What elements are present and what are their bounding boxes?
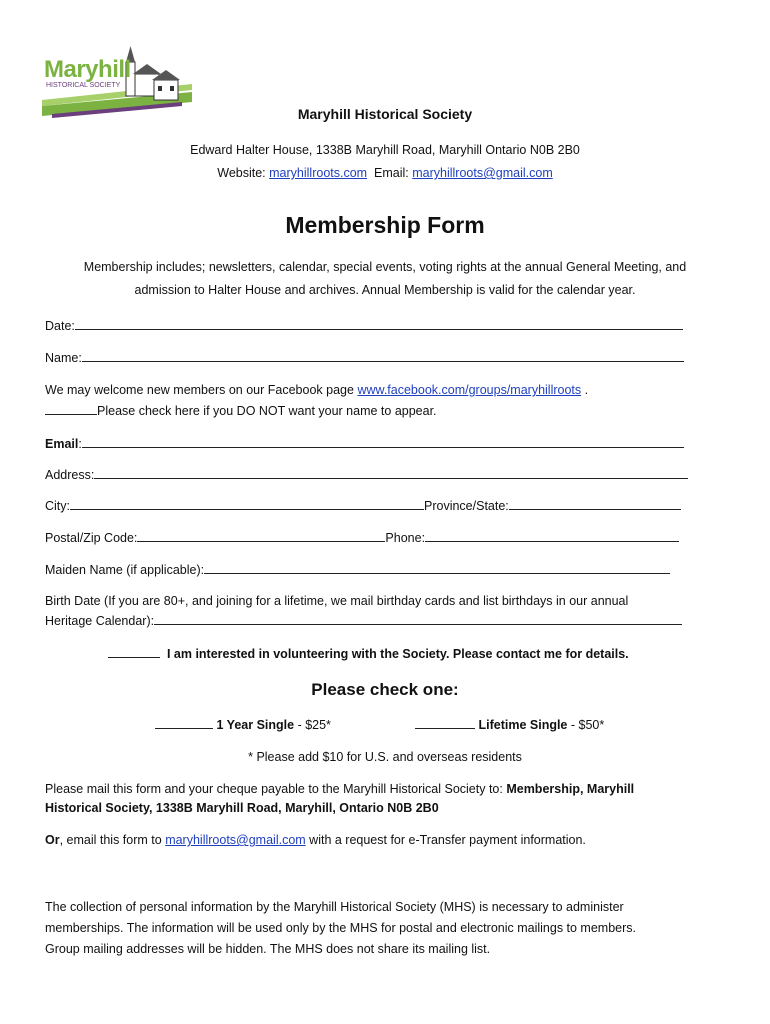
privacy-line-2: memberships. The information will be used only by the MHS for postal and electronic mailings to members. bbox=[45, 921, 637, 935]
privacy-line-3: Group mailing addresses will be hidden. The MHS does not share its mailing list. bbox=[45, 942, 491, 956]
name-label: Name: bbox=[45, 351, 82, 365]
option-one-year[interactable] bbox=[155, 717, 331, 732]
one-year-price: - $25* bbox=[294, 718, 331, 732]
email-field[interactable] bbox=[45, 436, 684, 451]
maiden-input-line[interactable] bbox=[204, 562, 670, 574]
website-link[interactable]: maryhillroots.com bbox=[269, 166, 368, 180]
volunteer-checkbox-line[interactable] bbox=[108, 646, 160, 658]
mail-address-1: Membership, Maryhill bbox=[506, 782, 635, 796]
facebook-text: We may welcome new members on our Facebook page bbox=[45, 383, 354, 397]
lifetime-label: Lifetime Single bbox=[478, 718, 568, 732]
volunteer-row[interactable] bbox=[108, 646, 629, 661]
maiden-label: Maiden Name (if applicable): bbox=[45, 563, 205, 577]
volunteer-label: I am interested in volunteering with the Society. Please contact me for details. bbox=[166, 647, 629, 661]
intro-line-2: admission to Halter House and archives. Annual Membership is valid for the calendar year. bbox=[134, 283, 636, 297]
email-input-line[interactable] bbox=[82, 436, 684, 448]
logo-subtitle: HISTORICAL SOCIETY bbox=[46, 82, 121, 89]
contact-line bbox=[0, 166, 770, 180]
email-field-label: Email bbox=[45, 437, 79, 451]
address-input-line[interactable] bbox=[94, 467, 688, 479]
page-title: Membership Form bbox=[285, 212, 485, 238]
facebook-link[interactable]: www.facebook.com/groups/maryhillroots bbox=[357, 383, 582, 397]
org-address: Edward Halter House, 1338B Maryhill Road, Maryhill Ontario N0B 2B0 bbox=[190, 143, 580, 157]
birth-input-line[interactable] bbox=[154, 613, 682, 625]
birth-date-field[interactable] bbox=[45, 613, 682, 628]
email-option bbox=[45, 833, 586, 847]
lifetime-price: - $50* bbox=[567, 718, 605, 732]
address-field[interactable] bbox=[45, 467, 688, 482]
logo-name: Maryhill bbox=[44, 56, 131, 83]
check-one-heading: Please check one: bbox=[311, 680, 459, 699]
optout-checkbox-line[interactable] bbox=[45, 403, 97, 415]
email-option-text: , email this form to bbox=[59, 833, 166, 847]
province-label: Province/State: bbox=[424, 499, 509, 513]
date-label: Date: bbox=[45, 319, 75, 333]
website-label: Website: bbox=[217, 166, 266, 180]
one-year-checkbox-line[interactable] bbox=[155, 717, 213, 729]
mail-address-2: Historical Society, 1338B Maryhill Road, Maryhill, Ontario N0B 2B0 bbox=[45, 801, 439, 815]
mail-instructions bbox=[45, 782, 634, 796]
email-colon: : bbox=[78, 437, 82, 451]
lifetime-checkbox-line[interactable] bbox=[415, 717, 475, 729]
maiden-name-field[interactable] bbox=[45, 562, 670, 577]
name-field[interactable] bbox=[45, 350, 684, 365]
province-input-line[interactable] bbox=[509, 498, 681, 510]
mail-text: Please mail this form and your cheque payable to the Maryhill Historical Society to: bbox=[45, 782, 507, 796]
city-label: City: bbox=[45, 499, 70, 513]
surcharge-note: * Please add $10 for U.S. and overseas residents bbox=[248, 750, 522, 764]
email-option-link[interactable]: maryhillroots@gmail.com bbox=[165, 833, 306, 847]
name-input-line[interactable] bbox=[82, 350, 684, 362]
city-province-row[interactable] bbox=[45, 498, 681, 513]
email-link[interactable]: maryhillroots@gmail.com bbox=[412, 166, 553, 180]
city-input-line[interactable] bbox=[70, 498, 424, 510]
date-field[interactable] bbox=[45, 318, 683, 333]
email-option-or: Or bbox=[45, 833, 60, 847]
mail-address-line-2 bbox=[45, 801, 439, 815]
email-option-text-2: with a request for e-Transfer payment information. bbox=[305, 833, 586, 847]
one-year-label: 1 Year Single bbox=[216, 718, 295, 732]
email-label: Email: bbox=[374, 166, 409, 180]
date-input-line[interactable] bbox=[75, 318, 683, 330]
postal-input-line[interactable] bbox=[137, 530, 385, 542]
facebook-end: . bbox=[584, 383, 589, 397]
facebook-line bbox=[45, 383, 588, 397]
address-label: Address: bbox=[45, 468, 95, 482]
postal-phone-row[interactable] bbox=[45, 530, 679, 545]
facebook-optout[interactable] bbox=[45, 403, 437, 418]
optout-label: Please check here if you DO NOT want your name to appear. bbox=[97, 404, 437, 418]
org-name: Maryhill Historical Society bbox=[297, 106, 473, 122]
postal-label: Postal/Zip Code: bbox=[45, 531, 138, 545]
privacy-line-1: The collection of personal information by the Maryhill Historical Society (MHS) is necessary to administer bbox=[45, 900, 624, 914]
phone-input-line[interactable] bbox=[425, 530, 679, 542]
intro-line-1: Membership includes; newsletters, calendar, special events, voting rights at the annual General Meeting, and bbox=[83, 260, 687, 274]
option-lifetime[interactable] bbox=[415, 717, 604, 732]
birth-line-1: Birth Date (If you are 80+, and joining for a lifetime, we mail birthday cards and list birthdays in our annual bbox=[45, 594, 629, 608]
phone-label: Phone: bbox=[385, 531, 426, 545]
birth-label: Heritage Calendar): bbox=[45, 614, 155, 628]
